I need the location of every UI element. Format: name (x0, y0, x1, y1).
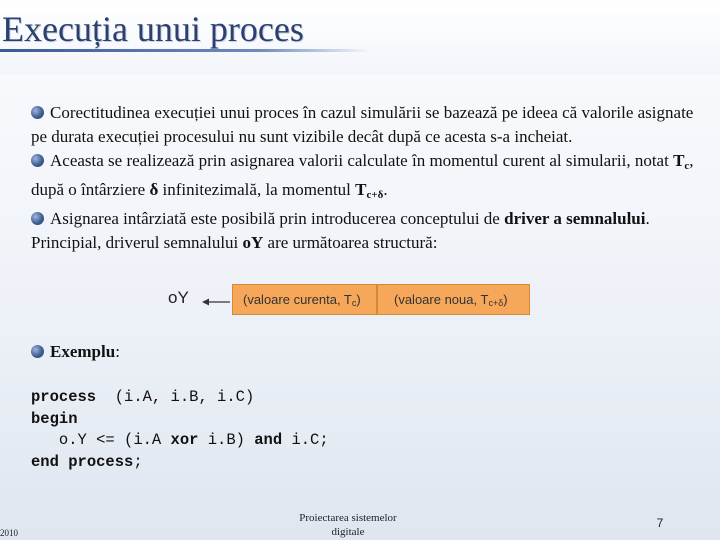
slide-title: Execuția unui proces (2, 9, 304, 49)
driver-diagram (168, 284, 538, 318)
signal-label: oY (168, 288, 189, 307)
code-example: process (i.A, i.B, i.C) begin o.Y <= (i.A xor i.B) and i.C; end process; (31, 388, 329, 471)
slide-body (31, 101, 711, 255)
footer-course-line1: Proiectarea sistemelor (299, 512, 397, 524)
code-keyword: xor (170, 431, 199, 449)
bullet-2-text-a: Aceasta se realizează prin asignarea valorii calculate în momentul curent al simularii, notat (50, 151, 674, 170)
example-label: Exemplu (50, 342, 116, 361)
code-keyword: begin (31, 409, 78, 428)
driver-term: driver a semnalului (504, 209, 646, 228)
title-underline (0, 49, 370, 52)
code-keyword: process (68, 452, 134, 471)
footer-course (268, 511, 428, 539)
code-keyword: process (31, 388, 97, 406)
new-value-cell: (valoare noua, $T_{c+\delta}$) (377, 284, 530, 315)
arrow-left-icon (202, 297, 230, 307)
footer-course-line2: digitale (331, 526, 365, 538)
page-number: 7 (656, 516, 664, 530)
bullet-1 (31, 101, 711, 149)
bullet-icon (31, 212, 44, 225)
bullet-2-text-c: infinitezimală, la momentul (158, 180, 356, 199)
tc-delta-symbol: $T_{c+\delta}$ (355, 180, 384, 201)
tc-symbol: $T_c$ (673, 151, 690, 172)
bullet-3-text-a: Asignarea intârziată este posibilă prin introducerea conceptului de (50, 209, 505, 228)
bullet-2 (31, 149, 711, 207)
example-heading: Exemplu: (31, 342, 120, 362)
signal-name: oY (242, 233, 264, 252)
title-band (0, 0, 720, 75)
bullet-2-text-b: , după o întârziere (31, 151, 694, 199)
bullet-icon (31, 345, 44, 358)
footer-year: 2010 (0, 528, 18, 538)
code-keyword: end (31, 452, 59, 471)
bullet-1-text: Corectitudinea execuției unui proces în cazul simulării se bazează pe ideea că valorile asignate pe durata execuției procesului nu sunt vizibile decât după ce acesta s-a incheiat. (31, 103, 694, 146)
delta-symbol: δ (149, 180, 159, 199)
bullet-3 (31, 207, 711, 255)
bullet-2-text-d: . (383, 180, 388, 199)
bullet-3-text-b: . Principial, driverul semnalului (31, 209, 650, 252)
bullet-icon (31, 154, 44, 167)
bullet-icon (31, 106, 44, 119)
current-value-cell: (valoare curenta, $T_c$) (232, 284, 377, 315)
code-keyword: and (254, 431, 283, 449)
bullet-3-text-c: are următoarea structură: (263, 233, 438, 252)
